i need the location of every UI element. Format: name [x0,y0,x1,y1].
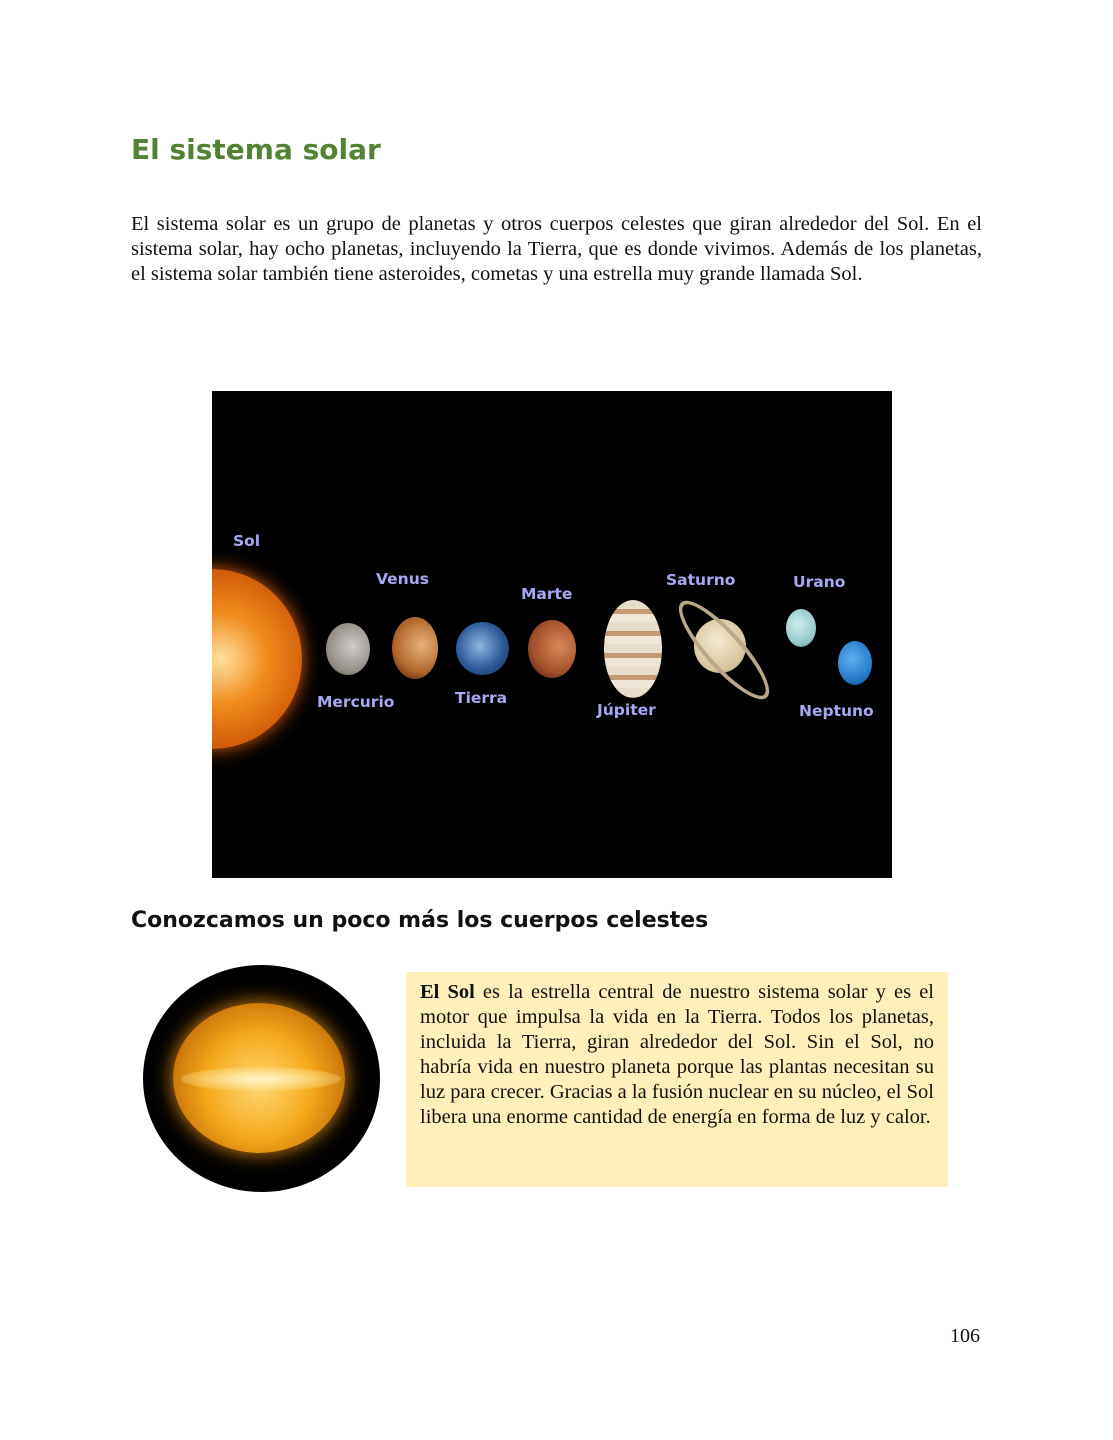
sun-planet [212,569,302,749]
page-title: El sistema solar [131,133,381,166]
jupiter-planet [604,600,662,698]
mars-planet [528,620,576,678]
mercury-planet [326,623,370,675]
label-mercurio: Mercurio [317,693,395,711]
sun-info-body: es la estrella central de nuestro sistema solar y es el motor que impulsa la vida en la Tierra. Todos los planetas, incluida la Tierra, giran alrededor del Sol. Sin el Sol, no habría vida en nuestro planeta porque las plantas necesitan su luz para crecer. Gracias a la fusión nuclear en su núcleo, el Sol libera una enorme cantidad de energía en forma de luz y calor. [420,981,934,1128]
label-venus: Venus [376,570,429,588]
intro-paragraph: El sistema solar es un grupo de planetas y otros cuerpos celestes que giran alrededor del Sol. En el sistema solar, hay ocho planetas, incluyendo la Tierra, que es donde vivimos. Además de los planetas, el sistema solar también tiene asteroides, cometas y una estrella muy grande llamada Sol. [131,213,982,285]
sun-active-band [181,1067,341,1091]
sun-info-bold: El Sol [420,981,475,1003]
section-subtitle: Conozcamos un poco más los cuerpos celestes [131,908,709,933]
sun-info-text [420,980,934,1130]
venus-planet [392,617,438,679]
sun-image [143,965,380,1192]
page-number: 106 [950,1325,980,1347]
sun-info-box [406,972,948,1187]
label-urano: Urano [793,573,846,591]
neptune-planet [838,641,872,685]
saturn-rings [667,590,781,711]
label-tierra: Tierra [455,689,508,707]
label-saturno: Saturno [666,571,736,589]
label-jupiter: Júpiter [597,701,656,719]
label-marte: Marte [521,585,573,603]
uranus-planet [786,609,816,647]
solar-system-image [212,391,892,878]
label-sol: Sol [233,532,261,550]
label-neptuno: Neptuno [799,702,874,720]
earth-planet [456,622,509,675]
